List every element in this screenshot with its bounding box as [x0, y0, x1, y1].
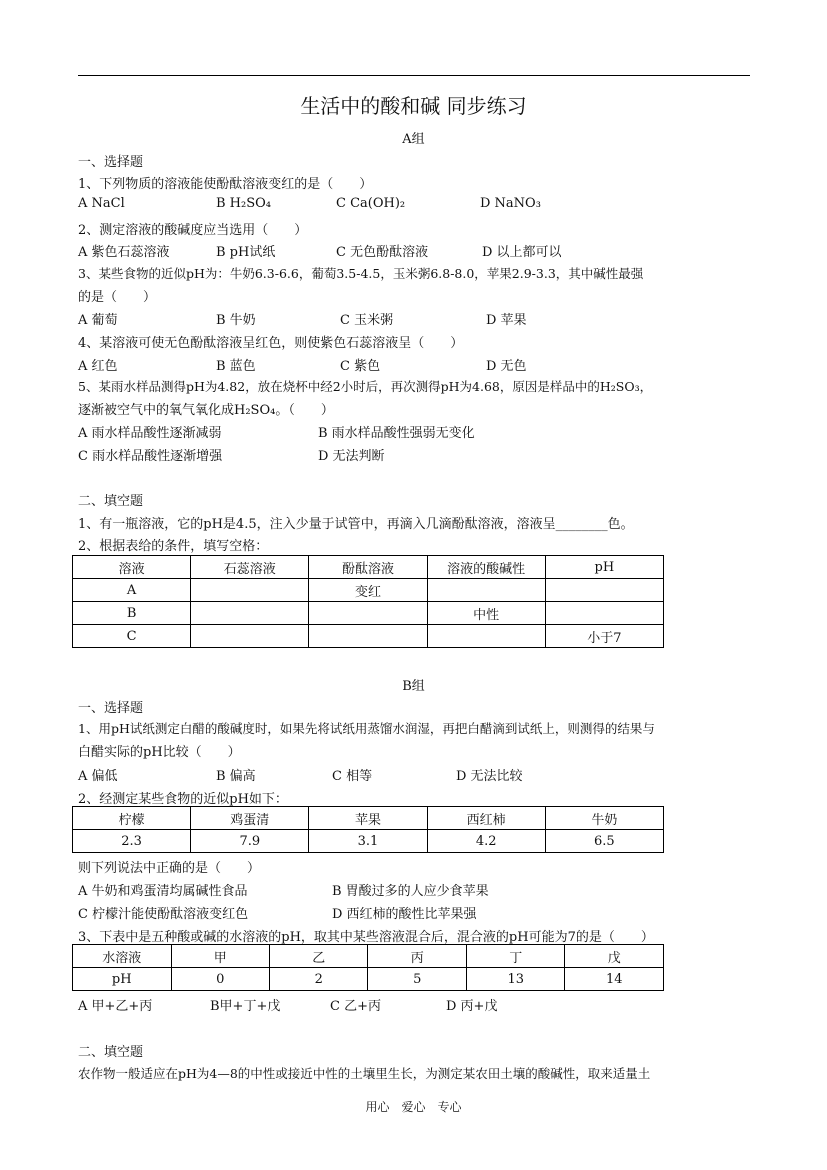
table-cell: B: [73, 602, 191, 625]
option: D 以上都可以: [482, 245, 562, 260]
table-header-row: [73, 807, 664, 830]
option: C 玉米粥: [340, 313, 394, 328]
question-text: 2、根据表给的条件，填写空格：: [78, 539, 269, 554]
table-header-cell: 酚酞溶液: [309, 556, 427, 579]
table-cell: pH: [73, 968, 172, 991]
table-header-cell: pH: [545, 556, 663, 579]
question-text: 农作物一般适应在pH为4—8的中性或接近中性的土壤里生长，为测定某农田土壤的酸碱性，取来适量土: [78, 1066, 651, 1081]
option: D 无法比较: [456, 769, 523, 784]
option: B H₂SO₄: [216, 196, 272, 211]
option: C 无色酚酞溶液: [336, 245, 429, 260]
table-cell: [545, 602, 663, 625]
option: C 柠檬汁能使酚酞溶液变红色: [78, 907, 249, 922]
table-solution-ph: [72, 944, 664, 991]
option: A 红色: [78, 359, 118, 374]
option: D 丙+戊: [446, 999, 498, 1014]
option: C 乙+丙: [330, 999, 381, 1014]
table-header-cell: 乙: [270, 945, 368, 968]
table-cell: [191, 602, 309, 625]
option: A 葡萄: [78, 313, 118, 328]
option: D 无色: [486, 359, 527, 374]
table-cell: A: [73, 579, 191, 602]
option: D NaNO₃: [480, 196, 541, 211]
table-header-cell: 柠檬: [73, 807, 191, 830]
option: B 雨水样品酸性强弱无变化: [318, 426, 475, 441]
option: D 西红柿的酸性比苹果强: [332, 907, 477, 922]
table-row: [73, 579, 664, 602]
question-text: 5、某雨水样品测得pH为4.82，放在烧杯中经2小时后，再次测得pH为4.68，原因是样品中的H₂SO₃，: [78, 379, 653, 394]
table-indicators: [72, 555, 664, 648]
option: C Ca(OH)₂: [336, 196, 406, 211]
question-text: 1、下列物质的溶液能使酚酞溶液变红的是（ ）: [78, 177, 373, 192]
option: A 牛奶和鸡蛋清均属碱性食品: [78, 884, 248, 899]
table-cell: 3.1: [309, 830, 427, 853]
table-cell: 0: [171, 968, 269, 991]
table-cell: 小于7: [545, 625, 663, 648]
section-heading: 一、选择题: [78, 155, 144, 170]
question-text: 的是（ ）: [78, 290, 157, 305]
question-text: 2、经测定某些食物的近似pH如下：: [78, 792, 288, 807]
option: C 雨水样品酸性逐渐增强: [78, 449, 223, 464]
table-header-cell: 戊: [565, 945, 664, 968]
option: D 无法判断: [318, 449, 385, 464]
page-title: 生活中的酸和碱 同步练习: [300, 94, 527, 118]
section-heading: 一、选择题: [78, 701, 144, 716]
table-header-cell: 溶液: [73, 556, 191, 579]
question-text: 1、用pH试纸测定白醋的酸碱度时，如果先将试纸用蒸馏水润湿，再把白醋滴到试纸上，则测得的结果与: [78, 721, 655, 736]
table-cell: [545, 579, 663, 602]
table-header-cell: 水溶液: [73, 945, 172, 968]
option: B 偏高: [216, 769, 256, 784]
table-food-ph: [72, 806, 664, 853]
option: B 牛奶: [216, 313, 256, 328]
table-header-cell: 丙: [368, 945, 466, 968]
table-cell: [191, 579, 309, 602]
table-cell: [427, 579, 545, 602]
table-row: [73, 830, 664, 853]
option: B甲+丁+戊: [210, 999, 281, 1014]
table-cell: 2.3: [73, 830, 191, 853]
table-header-cell: 牛奶: [545, 807, 663, 830]
option: D 苹果: [486, 313, 527, 328]
table-cell: [309, 602, 427, 625]
table-cell: [191, 625, 309, 648]
top-rule: [78, 75, 750, 76]
option: A 紫色石蕊溶液: [78, 245, 170, 260]
table-header-cell: 丁: [466, 945, 565, 968]
table-row: [73, 625, 664, 648]
table-cell: [309, 625, 427, 648]
table-row: [73, 602, 664, 625]
table-header-cell: 溶液的酸碱性: [427, 556, 545, 579]
question-text: 1、有一瓶溶液，它的pH是4.5，注入少量于试管中，再滴入几滴酚酞溶液，溶液呈________色。: [78, 517, 634, 532]
group-a-label: A组: [402, 132, 425, 147]
option: B 蓝色: [216, 359, 256, 374]
table-cell: 5: [368, 968, 466, 991]
table-header-cell: 苹果: [309, 807, 427, 830]
option: A 雨水样品酸性逐渐减弱: [78, 426, 222, 441]
option: A 偏低: [78, 769, 118, 784]
table-header-cell: 甲: [171, 945, 269, 968]
section-heading: 二、填空题: [78, 494, 144, 509]
table-header-cell: 西红柿: [427, 807, 545, 830]
question-text: 白醋实际的pH比较（ ）: [78, 745, 241, 760]
table-cell: 13: [466, 968, 565, 991]
option: B 胃酸过多的人应少食苹果: [332, 884, 489, 899]
table-row: [73, 968, 664, 991]
group-b-label: B组: [402, 679, 425, 694]
table-cell: 中性: [427, 602, 545, 625]
table-header-row: [73, 945, 664, 968]
option: B pH试纸: [216, 245, 276, 260]
table-header-row: [73, 556, 664, 579]
table-cell: 变红: [309, 579, 427, 602]
section-heading: 二、填空题: [78, 1045, 144, 1060]
table-cell: 6.5: [545, 830, 663, 853]
table-cell: [427, 625, 545, 648]
table-cell: 7.9: [191, 830, 309, 853]
table-cell: 14: [565, 968, 664, 991]
question-text: 4、某溶液可使无色酚酞溶液呈红色，则使紫色石蕊溶液呈（ ）: [78, 336, 464, 351]
table-header-cell: 鸡蛋清: [191, 807, 309, 830]
option: C 相等: [332, 769, 373, 784]
option: C 紫色: [340, 359, 381, 374]
question-text: 3、下表中是五种酸或碱的水溶液的pH，取其中某些溶液混合后，混合液的pH可能为7的是（ ）: [78, 930, 654, 945]
table-cell: 4.2: [427, 830, 545, 853]
table-cell: 2: [270, 968, 368, 991]
table-cell: C: [73, 625, 191, 648]
question-text: 2、测定溶液的酸碱度应当选用（ ）: [78, 223, 308, 238]
question-text: 3、某些食物的近似pH为：牛奶6.3-6.6，葡萄3.5-4.5，玉米粥6.8-8.0，苹果2.9-3.3，其中碱性最强: [78, 266, 644, 281]
option: A NaCl: [78, 196, 125, 211]
question-text: 逐渐被空气中的氧气氧化成H₂SO₄。（ ）: [78, 403, 334, 418]
question-text: 则下列说法中正确的是（ ）: [78, 861, 261, 876]
page-footer: 用心 爱心 专心: [365, 1100, 462, 1114]
table-header-cell: 石蕊溶液: [191, 556, 309, 579]
option: A 甲+乙+丙: [78, 999, 153, 1014]
